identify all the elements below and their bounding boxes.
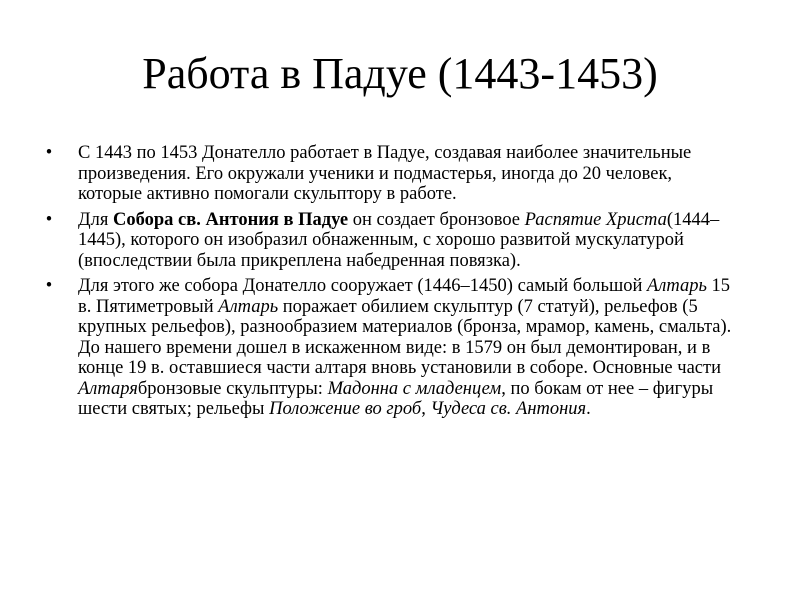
bullet-item (40, 210, 760, 272)
bullet-text (78, 143, 691, 204)
italic-text-run: Положение во гроб (269, 399, 422, 419)
text-run: (1444–1445), которого он изобразил обнаженным, с хорошо развитой мускулатурой (впоследствии была прикреплена набедренная повязка). (78, 209, 720, 271)
text-run: . (586, 399, 591, 419)
text-run: , (421, 399, 431, 419)
bold-text-run: Собора св. Антония в Падуе (113, 209, 349, 230)
text-run: С 1443 по 1453 Донателло работает в Падуе, создавая наиболее значительные произведения. Его окружали ученики и подмастерья, иногда до 20 человек, которые активно помогали скульптору в работе. (78, 143, 692, 204)
text-run: Для (78, 209, 113, 230)
italic-text-run: Мадонна с младенцем (327, 378, 502, 399)
bullet-text (78, 276, 731, 419)
text-run: поражает обилием скульптур (7 статуй), рельефов (5 крупных рельефов), разнообразием материалов (бронза, мрамор, камень, смальта). До нашего времени дошел в искаженном виде: в 1579 он был демонтирован, и в конце 19 в. оставшиеся части алтаря вновь установили в соборе. Основные части (78, 296, 732, 378)
text-run: 15 в. Пятиметровый (78, 276, 730, 317)
bullet-item (40, 276, 760, 420)
text-run: , по бокам от нее – фигуры шести святых; рельефы (78, 378, 714, 419)
bullet-item (40, 143, 760, 205)
italic-text-run: Распятие Христа (524, 209, 667, 230)
italic-text-run: Алтарь (218, 296, 279, 317)
italic-text-run: Алтарь (647, 276, 707, 296)
italic-text-run: Чудеса св. Антония (430, 399, 587, 419)
text-run: Для этого же собора Донателло сооружает (1446–1450) самый большой (78, 276, 647, 296)
bullet-text (78, 210, 719, 271)
italic-text-run: Алтаря (78, 378, 138, 399)
bullet-dot-icon: • (45, 276, 53, 296)
text-run: он создает бронзовое (348, 209, 525, 230)
bullet-dot-icon: • (45, 143, 53, 163)
bullet-dot-icon: • (45, 209, 53, 230)
bullet-list (40, 143, 760, 425)
text-run: бронзовые скульптуры: (137, 378, 328, 399)
slide-title: Работа в Падуе (1443-1453) (142, 49, 658, 98)
